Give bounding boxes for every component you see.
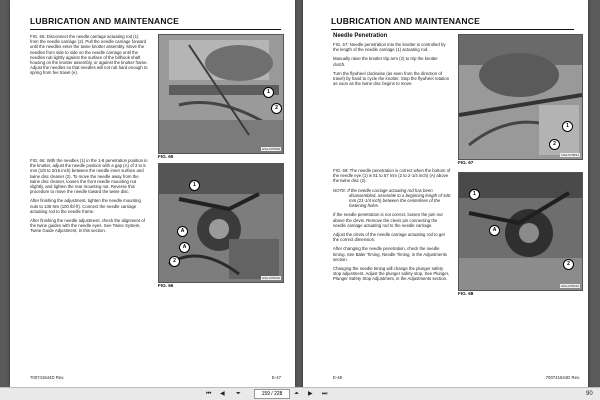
fig65-label: FIG. 65: [158, 154, 174, 159]
fig66-text-block: [30, 158, 148, 238]
viewer-toolbar: [0, 387, 600, 400]
fig67-paragraph-1: FIG. 67: Needle penetration into the knotter is controlled by the length of the needle carriage (1) actuating rod.: [333, 42, 446, 53]
page-down-icon[interactable]: ⏷: [236, 391, 241, 397]
page-number-input[interactable]: [254, 389, 290, 399]
previous-page-icon[interactable]: ◀: [220, 391, 225, 397]
fig65-paragraph: FIG. 65: Disconnect the needle carriage actuating rod (1) from the needle carriage (2). Pull the needle carriage forward until the needles enter the twine knotter assembly. Move the needles from side to side on the needle carriage until the needles rub lightly against the surface of the billhook shaft housing on the knotter assembly, or against the knotter frame. Adjust the needles so that needles will not rub hard enough to spring from fee travel (e).: [30, 34, 148, 76]
fig68-callout-a: A: [489, 225, 500, 236]
fig68-note: NOTE: If the needle carriage actuating rod has been disassembled, assemble to a beginning length of 540 mm (21-1/4 inch) between the centerlines of the fastening holes.: [333, 187, 451, 209]
fig68-callout-1: 1: [469, 189, 480, 200]
fig68-paragraph-2: If the needle penetration is not correct, loosen the jam nut above the clevis. Remove the clevis pin connecting the needle carriage actuating rod to the needle carriage.: [333, 212, 443, 228]
left-footer-pagenum: E-47: [271, 375, 281, 380]
fig68-callout-2: 2: [563, 259, 574, 270]
fig65-callout-2: 2: [271, 103, 282, 114]
fig67-photo: [458, 34, 583, 160]
fig67-label: FIG. 67: [458, 160, 474, 165]
fig68-image-code: HSA-0705/12: [560, 284, 579, 288]
fig68-paragraph-3: Adjust the clevis of the needle carriage actuating rod to get the correct dimension.: [333, 232, 445, 243]
first-page-icon[interactable]: ⏮: [206, 391, 212, 397]
fig66-paragraph-3: After finishing the needle adjustment, check the alignment of the twine guides with the needle eyes. See Twine System, Twine Guide Adjustment, in this section.: [30, 218, 145, 234]
fig66-photo: [158, 163, 284, 283]
fig66-label: FIG. 66: [158, 283, 174, 288]
fig66-callout-2: 2: [169, 256, 180, 267]
fig66-image-code: HSA-0705/10: [261, 276, 280, 280]
fig68-paragraph-4: After changing the needle penetration, check the needle timing. See Baler Timing, Needle Timing, in the Adjustments section.: [333, 246, 447, 262]
page-up-icon[interactable]: ⏶: [294, 391, 299, 397]
right-page-header: LUBRICATION AND MAINTENANCE: [331, 16, 574, 30]
left-page-header: LUBRICATION AND MAINTENANCE: [30, 16, 281, 30]
fig67-text-block: [333, 42, 451, 90]
fig66-paragraph-2: After finishing the adjustment, tighten the needle mounting nuts to 136 Nm (100 lbf·ft). Connect the needle carriage actuating rod to the needle frame.: [30, 198, 141, 214]
fig67-paragraph-2: Manually raise the knotter trip arm (2) to trip the knotter clutch.: [333, 56, 438, 67]
fig67-paragraph-3: Turn the flywheel clockwise (as seen from the direction of travel) by hand to cycle the knotter. Stop the flywheel rotation as soon as the twine disc begins to move.: [333, 70, 450, 87]
right-footer-pagenum: E-48: [333, 375, 343, 380]
fig67-callout-2: 2: [549, 139, 560, 150]
fig65-photo: [158, 34, 284, 154]
left-page: [10, 0, 295, 388]
fig68-paragraph-1: FIG. 68: The needle penetration is correct when the bottom of the needle eye (1) is 51 to 57 mm (2 to 2-1/4 inch) (A) above the twine disc (2).: [333, 168, 451, 184]
right-footer-docnum: 700741544D Rev.: [545, 375, 580, 380]
right-page: [303, 0, 588, 388]
fig68-label: FIG. 68: [458, 291, 474, 296]
last-page-icon[interactable]: ⏭: [322, 391, 328, 397]
fig65-callout-1: 1: [263, 87, 274, 98]
fig66-callout-a1: A: [177, 226, 188, 237]
fig66-paragraph-1: FIG. 66: With the needles (1) in the 1-8 penetration position in the knotter, adjust the needle position with a gap (A) of 3 to 5 mm (1/8 to 3/16 inch) between the needle inner surface and twine disc cleaner (2). To move the needle away from the twine disc cleaner, loosen the front needle mounting nut slightly, and tighten the rear mounting nut. Reverse this procedure to move the needle toward the twine disc.: [30, 158, 148, 195]
left-footer-docnum: 700741544D Rev.: [30, 375, 65, 380]
fig66-callout-1: 1: [189, 180, 200, 191]
fig65-image-code: HSA-0705/09: [261, 147, 280, 151]
fig68-photo: [458, 172, 583, 291]
fig68-paragraph-5: Changing the needle timing will change the plunger safety stop adjustment. Adjust the plunger safety stop. See Plunger, Plunger Safety Stop Adjustment, in the Adjustments section.: [333, 266, 450, 282]
next-page-icon[interactable]: ▶: [308, 391, 313, 397]
fig67-callout-1: 1: [562, 121, 573, 132]
zoom-level[interactable]: 90: [586, 391, 593, 397]
fig66-callout-a2: A: [179, 242, 190, 253]
fig67-image-code: HSA-0705/11: [561, 153, 579, 157]
fig67-illustration: [459, 35, 582, 159]
needle-penetration-heading: Needle Penetration: [333, 33, 388, 39]
fig68-text-block: [333, 168, 451, 286]
fig65-text-block: [30, 34, 148, 80]
